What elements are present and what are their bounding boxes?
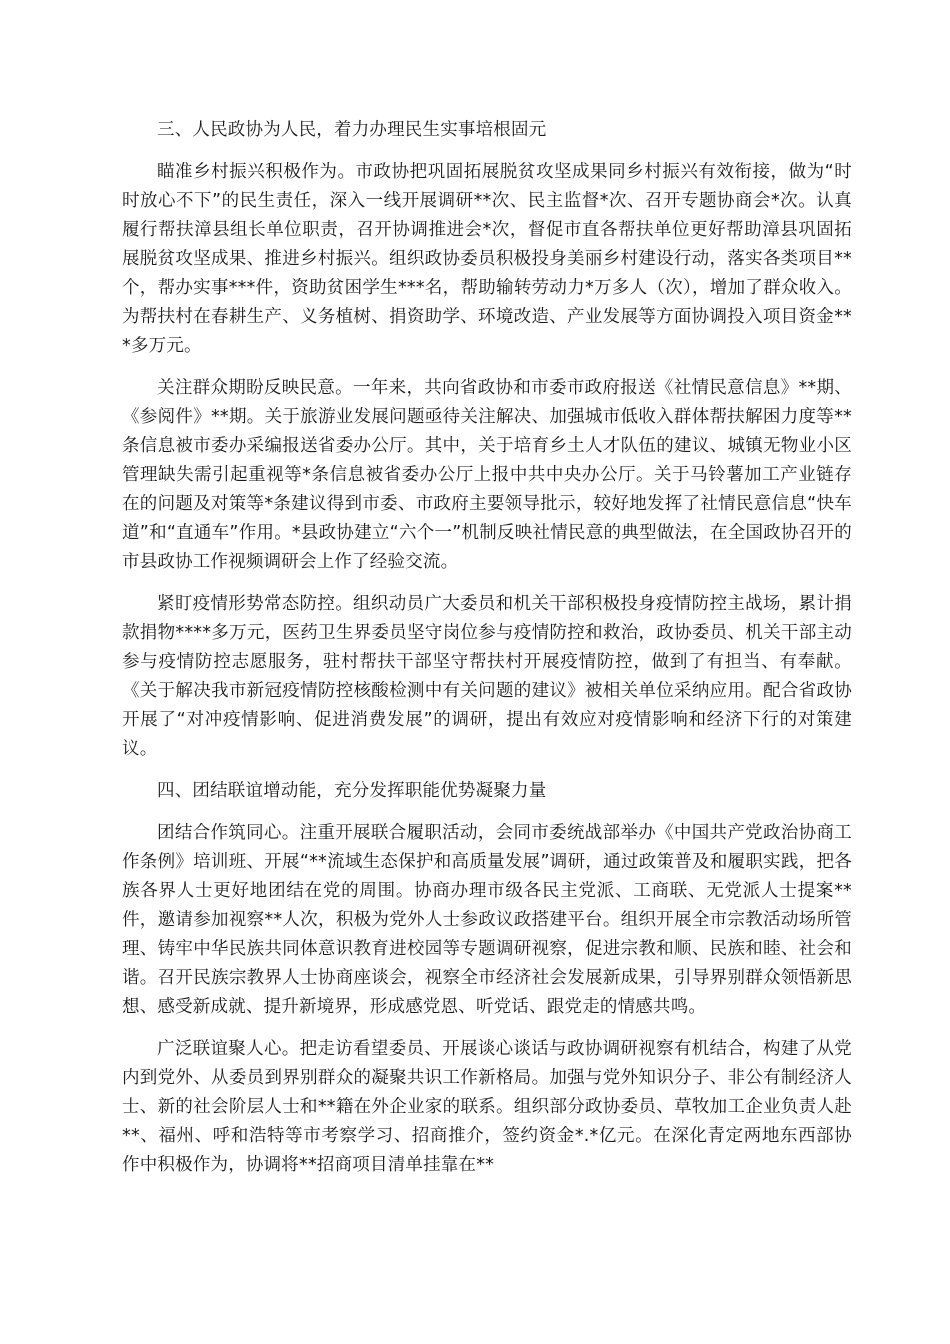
section-heading-3: 三、人民政协为人民，着力办理民生实事培根固元 [157,120,547,140]
paragraph-rural-revitalization: 瞄准乡村振兴积极作为。市政协把巩固拓展脱贫攻坚成果同乡村振兴有效衔接，做为“时时放心不下”的民生责任，深入一线开展调研**次、民主监督*次、召开专题协商会*次。认真履行帮扶漳县组长单位职责，召开协调推进会*次，督促市直各帮扶单位更好帮助漳县巩固拓展脱贫攻坚成果、推进乡村振兴。组织政协委员积极投身美丽乡村建设行动，落实各类项目**个，帮办实事***件，资助贫困学生***名，帮助输转劳动力*万多人（次），增加了群众收入。为帮扶村在春耕生产、义务植树、捐资助学、环境改造、产业发展等方面协调投入项目资金***多万元。 [122,162,852,356]
paragraph-unity-cooperation: 团结合作筑同心。注重开展联合履职活动，会同市委统战部举办《中国共产党政治协商工作条例》培训班、开展“**流域生态保护和高质量发展”调研，通过政策普及和履职实践，把各族各界人士更好地团结在党的周围。协商办理市级各民主党派、工商联、无党派人士提案**件，邀请参加视察**人次，积极为党外人士参政议政搭建平台。组织开展全市宗教活动场所管理、铸牢中华民族共同体意识教育进校园等专题调研视察，促进宗教和顺、民族和睦、社会和谐。召开民族宗教界人士协商座谈会，视察全市经济社会发展新成果，引导界别群众领悟新思想、感受新成就、提升新境界，形成感党恩、听党话、跟党走的情感共鸣。 [122,823,852,1017]
paragraph-public-opinion: 关注群众期盼反映民意。一年来，共向省政协和市委市政府报送《社情民意信息》**期、《参阅件》**期。关于旅游业发展问题亟待关注解决、加强城市低收入群体帮扶解困力度等**条信息被市委办采编报送省委办公厅。其中，关于培育乡土人才队伍的建议、城镇无物业小区管理缺失需引起重视等*条信息被省委办公厅上报中共中央办公厅。关于马铃薯加工产业链存在的问题及对策等*条建议得到市委、市政府主要领导批示，较好地发挥了社情民意信息“快车道”和“直通车”作用。*县政协建立“六个一”机制反映社情民意的典型做法，在全国政协召开的市县政协工作视频调研会上作了经验交流。 [122,378,852,572]
section-heading-4: 四、团结联谊增动能，充分发挥职能优势凝聚力量 [157,781,547,801]
paragraph-epidemic-control: 紧盯疫情形势常态防控。组织动员广大委员和机关干部积极投身疫情防控主战场，累计捐款捐物****多万元，医药卫生界委员坚守岗位参与疫情防控和救治，政协委员、机关干部主动参与疫情防控志愿服务，驻村帮扶干部坚守帮扶村开展疫情防控，做到了有担当、有奉献。《关于解决我市新冠疫情防控核酸检测中有关问题的建议》被相关单位采纳应用。配合省政协开展了“对冲疫情影响、促进消费发展”的调研，提出有效应对疫情影响和经济下行的对策建议。 [122,594,852,759]
paragraph-broad-friendship: 广泛联谊聚人心。把走访看望委员、开展谈心谈话与政协调研视察有机结合，构建了从党内到党外、从委员到界别群众的凝聚共识工作新格局。加强与党外知识分子、非公有制经济人士、新的社会阶层人士和**籍在外企业家的联系。组织部分政协委员、草牧加工企业负责人赴**、福州、呼和浩特等市考察学习、招商推介，签约资金*.*亿元。在深化青定两地东西部协作中积极作为，协调将**招商项目清单挂靠在** [122,1039,852,1175]
document-body [122,116,852,1193]
